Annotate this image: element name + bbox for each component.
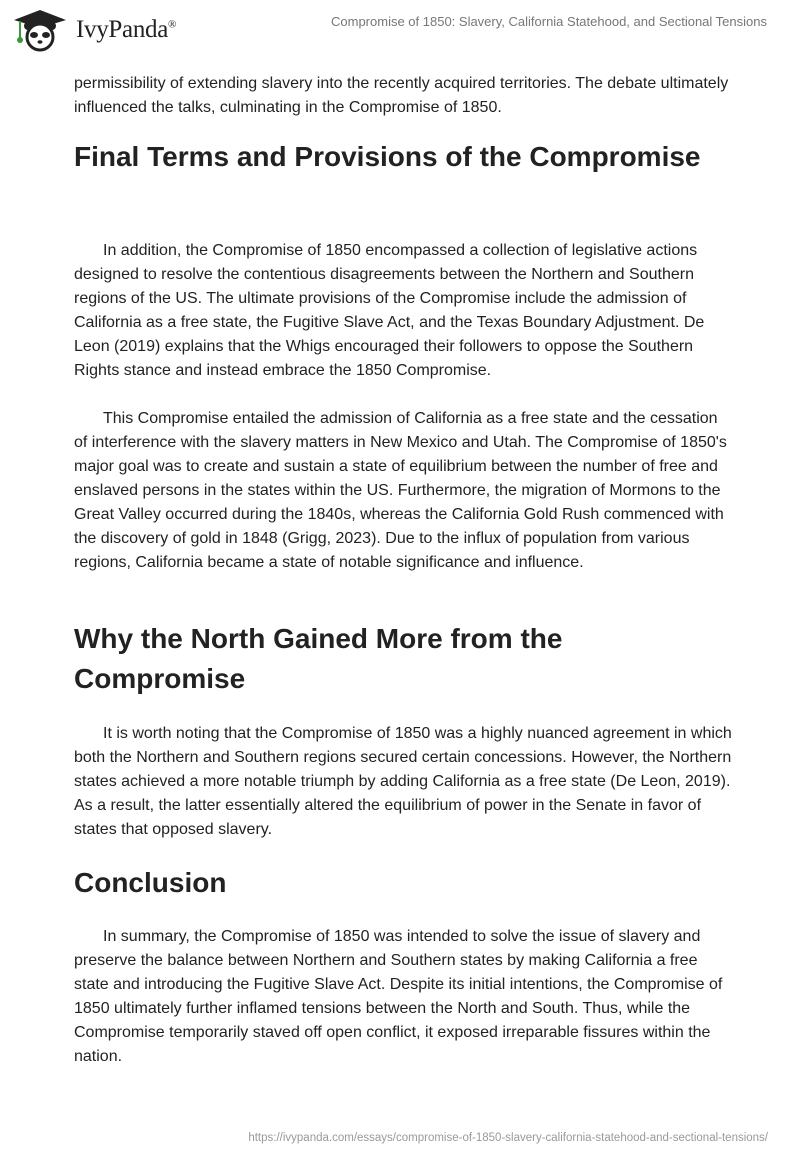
heading-final-terms: Final Terms and Provisions of the Compromise <box>74 141 701 172</box>
paragraph-california: This Compromise entailed the admission of California as a free state and the cessation of interference with the slavery matters in New Mexico and Utah. The Compromise of 1850's major goal was to create and sustain a state of equilibrium between the number of free and enslaved persons in the states within the US. Furthermore, the migration of Mormons to the Great Valley occurred during the 1840s, whereas the California Gold Rush commenced with the discovery of gold in 1848 (Grigg, 2023). Due to the influx of population from various regions, California became a state of notable significance and influence. <box>74 410 727 571</box>
source-url[interactable]: https://ivypanda.com/essays/compromise-of-1850-slavery-california-statehood-and-sectional-tensions/ <box>248 1132 768 1144</box>
panda-graduate-icon <box>10 8 70 52</box>
paragraph-provisions: In addition, the Compromise of 1850 encompassed a collection of legislative actions designed to resolve the contentious disagreements between the Northern and Southern regions of the US. The ultimate provisions of the Compromise include the admission of California as a free state, the Fugitive Slave Act, and the Texas Boundary Adjustment. De Leon (2019) explains that the Whigs encouraged their followers to oppose the Southern Rights stance and instead embrace the 1850 Compromise. <box>74 242 705 379</box>
paragraph-conclusion: In summary, the Compromise of 1850 was intended to solve the issue of slavery and preserve the balance between Northern and Southern states by making California a free state and introducing the Fugitive Slave Act. Despite its initial intentions, the Compromise of 1850 ultimately further inflamed tensions between the North and South. Thus, while the Compromise temporarily staved off open conflict, it exposed irreparable fissures within the nation. <box>74 928 723 1065</box>
ivypanda-logo[interactable] <box>10 8 176 52</box>
heading-conclusion: Conclusion <box>74 867 227 898</box>
paragraph-intro-continued: permissibility of extending slavery into the recently acquired territories. The debate ultimately influenced the talks, culminating in the Compromise of 1850. <box>74 75 729 116</box>
document-title: Compromise of 1850: Slavery, California Statehood, and Sectional Tensions <box>331 14 767 29</box>
heading-north-gained: Why the North Gained More from the Compromise <box>74 623 563 694</box>
logo-text: IvyPanda® <box>76 16 177 43</box>
paragraph-north: It is worth noting that the Compromise of 1850 was a highly nuanced agreement in which both the Northern and Southern regions secured certain concessions. However, the Northern states achieved a more notable triumph by adding California as a free state (De Leon, 2019). As a result, the latter essentially altered the equilibrium of power in the Senate in favor of states that opposed slavery. <box>74 725 732 838</box>
